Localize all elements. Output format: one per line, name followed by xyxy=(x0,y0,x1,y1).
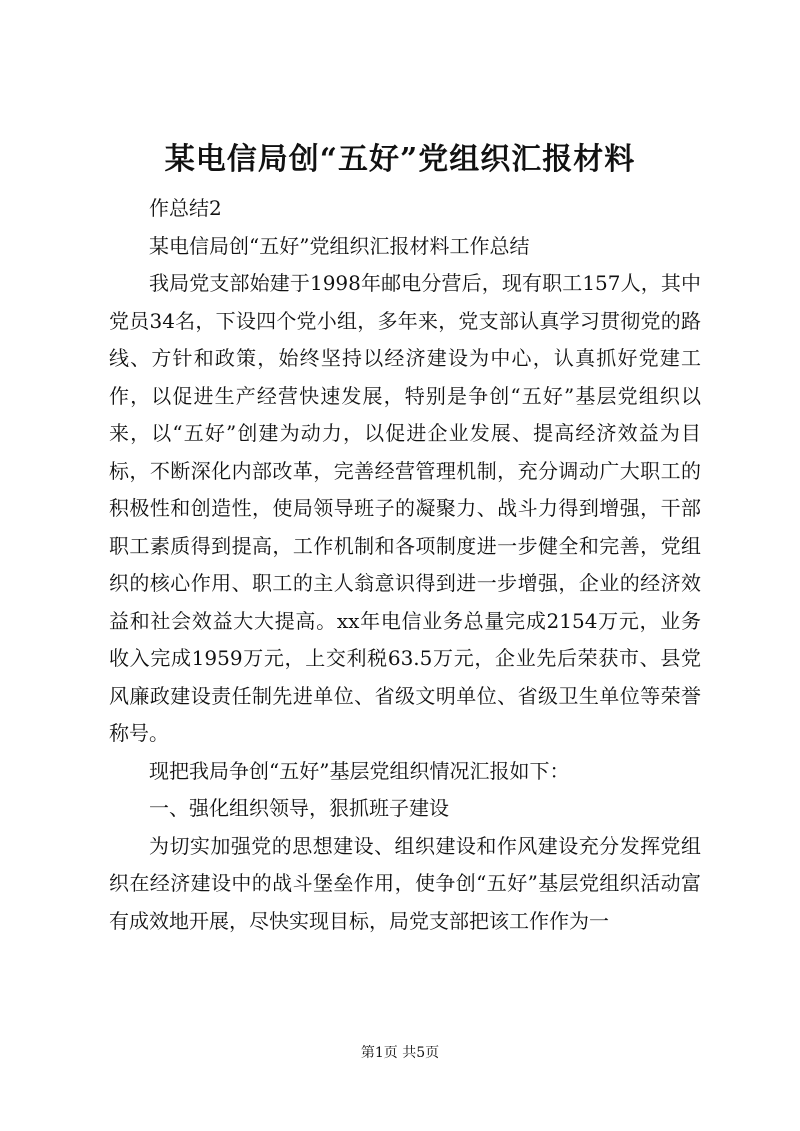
section-heading-1: 一、强化组织领导，狠抓班子建设 xyxy=(149,796,449,820)
paragraph-report-lead: 现把我局争创“五好”基层党组织情况汇报如下： xyxy=(149,758,570,783)
document-body xyxy=(109,190,701,940)
paragraph-subtitle: 某电信局创“五好”党组织汇报材料工作总结 xyxy=(149,233,530,258)
paragraph-intro: 我局党支部始建于1998年邮电分营后，现有职工157人，其中党员34名，下设四个党小组，多年来，党支部认真学习贯彻党的路线、方针和政策，始终坚持以经济建设为中心，认真抓好党建工作，以促进生产经营快速发展，特别是争创“五好”基层党组织以来，以“五好”创建为动力，以促进企业发展、提高经济效益为目标，不断深化内部改革，完善经营管理机制，充分调动广大职工的积极性和创造性，使局领导班子的凝聚力、战斗力得到增强，干部职工素质得到提高，工作机制和各项制度进一步健全和完善，党组织的核心作用、职工的主人翁意识得到进一步增强，企业的经济效益和社会效益大大提高。xx年电信业务总量完成2154万元，业务收入完成1959万元，上交利税63.5万元，企业先后荣获市、县党风廉政建设责任制先进单位、省级文明单位、省级卫生单位等荣誉称号。 xyxy=(109,271,701,745)
paragraph-subtitle-note: 作总结2 xyxy=(149,196,222,220)
document-title: 某电信局创“五好”党组织汇报材料 xyxy=(164,142,636,177)
page-footer: 第1页 共5页 xyxy=(360,1045,440,1061)
paragraph-section-1: 为切实加强党的思想建设、组织建设和作风建设充分发挥党组织在经济建设中的战斗堡垒作用，使争创“五好”基层党组织活动富有成效地开展，尽快实现目标，局党支部把该工作作为一 xyxy=(109,833,701,933)
